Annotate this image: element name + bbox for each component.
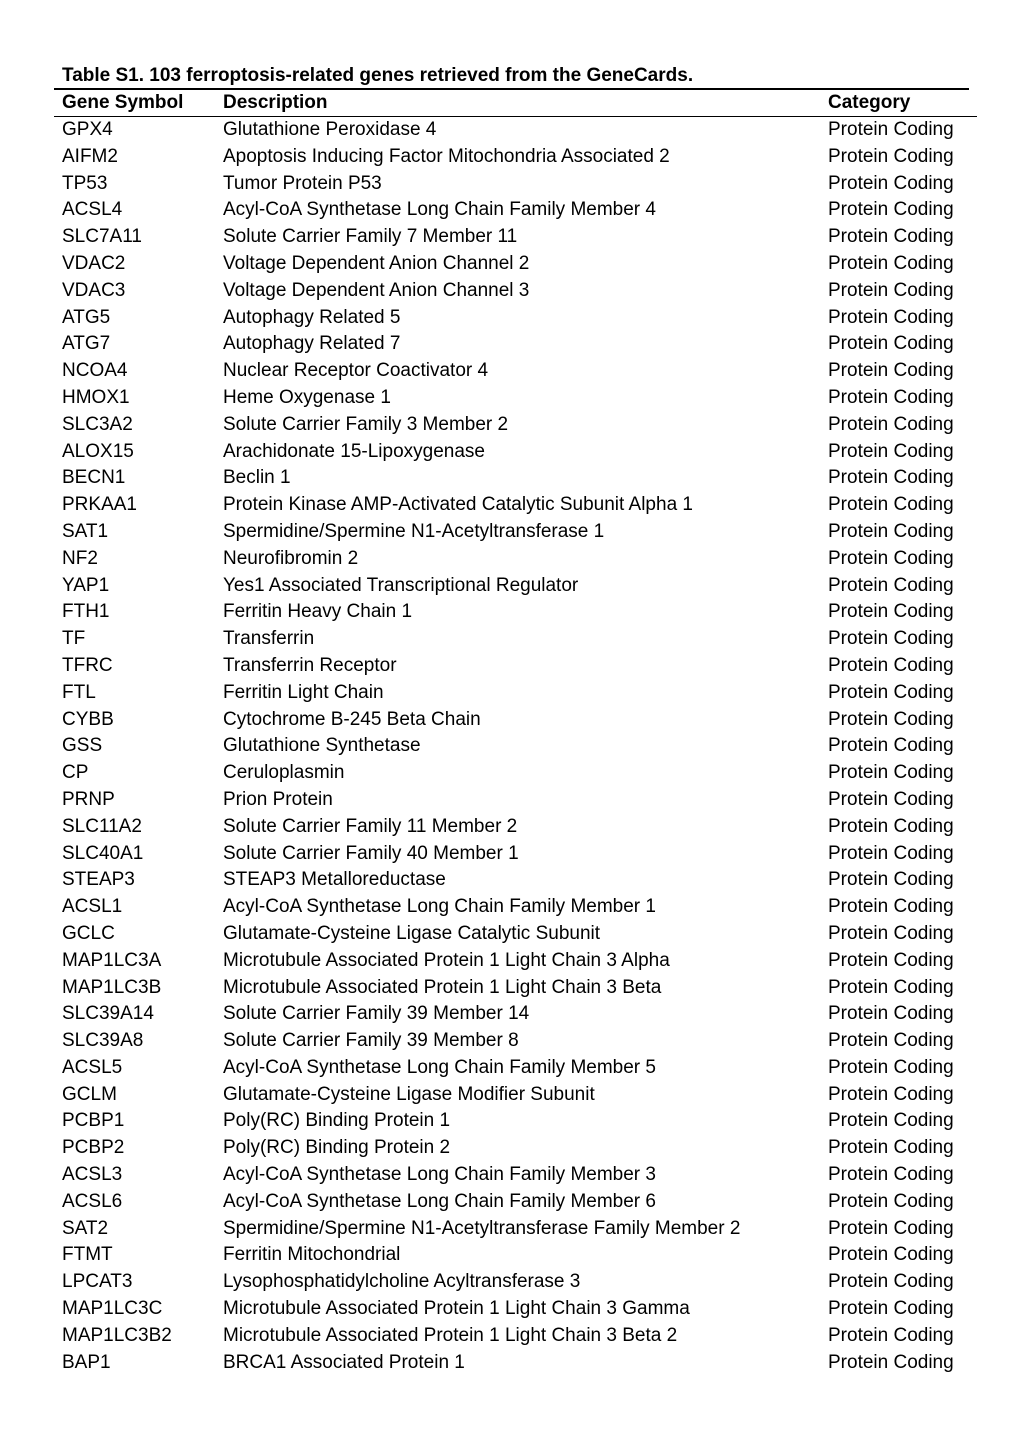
category-cell: Protein Coding — [828, 1244, 954, 1266]
category-cell: Protein Coding — [828, 601, 954, 623]
header-description: Description — [223, 90, 828, 117]
gene-symbol-cell: BAP1 — [62, 1351, 111, 1373]
description-cell: Transferrin — [223, 628, 315, 650]
gene-symbol-cell: CP — [62, 762, 89, 784]
header-gene-symbol: Gene Symbol — [54, 90, 223, 117]
description-cell: Microtubule Associated Protein 1 Light Chain 3 Beta 2 — [223, 1324, 678, 1346]
gene-symbol-cell: ATG5 — [62, 306, 111, 328]
category-cell: Protein Coding — [828, 1190, 954, 1212]
category-cell: Protein Coding — [828, 654, 954, 676]
category-cell: Protein Coding — [828, 1003, 954, 1025]
description-cell: Ferritin Light Chain — [223, 681, 384, 703]
category-cell: Protein Coding — [828, 735, 954, 757]
gene-symbol-cell: MAP1LC3B2 — [62, 1324, 172, 1346]
gene-symbol-cell: NF2 — [62, 547, 98, 569]
table-row — [54, 385, 977, 412]
description-cell: Ferritin Heavy Chain 1 — [223, 601, 413, 623]
category-cell: Protein Coding — [828, 1351, 954, 1373]
table-row — [54, 171, 977, 198]
table-row — [54, 412, 977, 439]
description-cell: Acyl-CoA Synthetase Long Chain Family Member 4 — [223, 199, 656, 221]
description-cell: Beclin 1 — [223, 467, 291, 489]
table-row — [54, 814, 977, 841]
table-row — [54, 1189, 977, 1216]
table-row — [54, 1216, 977, 1243]
table-row — [54, 439, 977, 466]
gene-symbol-cell: GCLM — [62, 1083, 117, 1105]
description-cell: Ceruloplasmin — [223, 762, 345, 784]
category-cell: Protein Coding — [828, 842, 954, 864]
description-cell: Solute Carrier Family 3 Member 2 — [223, 413, 509, 435]
table-row — [54, 492, 977, 519]
table-row — [54, 760, 977, 787]
table-row — [54, 144, 977, 171]
gene-symbol-cell: TF — [62, 628, 86, 650]
gene-symbol-cell: FTL — [62, 681, 96, 703]
category-cell: Protein Coding — [828, 547, 954, 569]
gene-symbol-cell: PCBP1 — [62, 1110, 125, 1132]
description-cell: Arachidonate 15-Lipoxygenase — [223, 440, 485, 462]
category-cell: Protein Coding — [828, 1110, 954, 1132]
category-cell: Protein Coding — [828, 413, 954, 435]
description-cell: Tumor Protein P53 — [223, 172, 382, 194]
description-cell: Poly(RC) Binding Protein 2 — [223, 1137, 451, 1159]
description-cell: Solute Carrier Family 40 Member 1 — [223, 842, 519, 864]
table-row — [54, 573, 977, 600]
category-cell: Protein Coding — [828, 1164, 954, 1186]
description-cell: Glutamate-Cysteine Ligase Catalytic Subunit — [223, 922, 601, 944]
gene-symbol-cell: ACSL1 — [62, 896, 123, 918]
table-row — [54, 519, 977, 546]
table-row — [54, 787, 977, 814]
description-cell: Solute Carrier Family 11 Member 2 — [223, 815, 518, 837]
gene-symbol-cell: GCLC — [62, 922, 115, 944]
table-body — [54, 117, 977, 1377]
table-row — [54, 733, 977, 760]
gene-symbol-cell: YAP1 — [62, 574, 110, 596]
category-cell: Protein Coding — [828, 279, 954, 301]
category-cell: Protein Coding — [828, 976, 954, 998]
gene-symbol-cell: SAT2 — [62, 1217, 109, 1239]
category-cell: Protein Coding — [828, 226, 954, 248]
table-row — [54, 1296, 977, 1323]
gene-symbol-cell: VDAC3 — [62, 279, 126, 301]
gene-symbol-cell: ACSL4 — [62, 199, 123, 221]
description-cell: Microtubule Associated Protein 1 Light Chain 3 Alpha — [223, 949, 670, 971]
table-row — [54, 1082, 977, 1109]
description-cell: Glutamate-Cysteine Ligase Modifier Subunit — [223, 1083, 595, 1105]
category-cell: Protein Coding — [828, 922, 954, 944]
description-cell: Poly(RC) Binding Protein 1 — [223, 1110, 451, 1132]
gene-symbol-cell: FTMT — [62, 1244, 113, 1266]
table-row — [54, 331, 977, 358]
gene-symbol-cell: SLC39A8 — [62, 1030, 144, 1052]
category-cell: Protein Coding — [828, 333, 954, 355]
table-row — [54, 358, 977, 385]
table-row — [54, 707, 977, 734]
category-cell: Protein Coding — [828, 1056, 954, 1078]
description-cell: Heme Oxygenase 1 — [223, 386, 391, 408]
gene-symbol-cell: FTH1 — [62, 601, 110, 623]
gene-symbol-cell: MAP1LC3C — [62, 1298, 163, 1320]
description-cell: Protein Kinase AMP-Activated Catalytic Subunit Alpha 1 — [223, 494, 693, 516]
table-row — [54, 626, 977, 653]
description-cell: Voltage Dependent Anion Channel 2 — [223, 252, 530, 274]
gene-table — [54, 90, 977, 1376]
category-cell: Protein Coding — [828, 949, 954, 971]
gene-symbol-cell: AIFM2 — [62, 145, 118, 167]
table-row — [54, 546, 977, 573]
gene-symbol-cell: GSS — [62, 735, 103, 757]
gene-symbol-cell: PRKAA1 — [62, 494, 137, 516]
table-row — [54, 1108, 977, 1135]
category-cell: Protein Coding — [828, 145, 954, 167]
category-cell: Protein Coding — [828, 1030, 954, 1052]
table-row — [54, 1162, 977, 1189]
category-cell: Protein Coding — [828, 252, 954, 274]
table-row — [54, 305, 977, 332]
category-cell: Protein Coding — [828, 788, 954, 810]
category-cell: Protein Coding — [828, 1298, 954, 1320]
description-cell: Lysophosphatidylcholine Acyltransferase 3 — [223, 1271, 581, 1293]
document-page — [54, 64, 969, 1376]
table-row — [54, 975, 977, 1002]
category-cell: Protein Coding — [828, 815, 954, 837]
gene-symbol-cell: MAP1LC3B — [62, 976, 162, 998]
description-cell: Neurofibromin 2 — [223, 547, 359, 569]
category-cell: Protein Coding — [828, 360, 954, 382]
description-cell: Microtubule Associated Protein 1 Light Chain 3 Beta — [223, 976, 662, 998]
category-cell: Protein Coding — [828, 386, 954, 408]
table-row — [54, 224, 977, 251]
table-row — [54, 278, 977, 305]
table-row — [54, 1001, 977, 1028]
category-cell: Protein Coding — [828, 494, 954, 516]
gene-symbol-cell: BECN1 — [62, 467, 126, 489]
table-row — [54, 894, 977, 921]
table-row — [54, 599, 977, 626]
category-cell: Protein Coding — [828, 440, 954, 462]
category-cell: Protein Coding — [828, 172, 954, 194]
description-cell: Autophagy Related 5 — [223, 306, 401, 328]
gene-symbol-cell: VDAC2 — [62, 252, 126, 274]
category-cell: Protein Coding — [828, 199, 954, 221]
description-cell: Voltage Dependent Anion Channel 3 — [223, 279, 530, 301]
category-cell: Protein Coding — [828, 896, 954, 918]
gene-symbol-cell: ACSL6 — [62, 1190, 123, 1212]
description-cell: BRCA1 Associated Protein 1 — [223, 1351, 465, 1373]
gene-symbol-cell: LPCAT3 — [62, 1271, 133, 1293]
category-cell: Protein Coding — [828, 1324, 954, 1346]
description-cell: Microtubule Associated Protein 1 Light Chain 3 Gamma — [223, 1298, 690, 1320]
category-cell: Protein Coding — [828, 306, 954, 328]
gene-symbol-cell: SLC7A11 — [62, 226, 142, 248]
gene-symbol-cell: GPX4 — [62, 119, 113, 140]
description-cell: Acyl-CoA Synthetase Long Chain Family Member 5 — [223, 1056, 656, 1078]
gene-symbol-cell: ATG7 — [62, 333, 111, 355]
category-cell: Protein Coding — [828, 1083, 954, 1105]
gene-symbol-cell: ACSL5 — [62, 1056, 123, 1078]
description-cell: Spermidine/Spermine N1-Acetyltransferase Family Member 2 — [223, 1217, 741, 1239]
description-cell: Spermidine/Spermine N1-Acetyltransferase 1 — [223, 520, 605, 542]
table-row — [54, 251, 977, 278]
table-row — [54, 465, 977, 492]
category-cell: Protein Coding — [828, 467, 954, 489]
table-header — [54, 90, 977, 117]
description-cell: Nuclear Receptor Coactivator 4 — [223, 360, 489, 382]
table-row — [54, 1242, 977, 1269]
gene-symbol-cell: NCOA4 — [62, 360, 128, 382]
table-row — [54, 1350, 977, 1377]
category-cell: Protein Coding — [828, 1271, 954, 1293]
category-cell: Protein Coding — [828, 628, 954, 650]
table-row — [54, 841, 977, 868]
gene-symbol-cell: TP53 — [62, 172, 108, 194]
table-row — [54, 1055, 977, 1082]
category-cell: Protein Coding — [828, 119, 954, 140]
description-cell: Transferrin Receptor — [223, 654, 397, 676]
gene-symbol-cell: SAT1 — [62, 520, 109, 542]
description-cell: Apoptosis Inducing Factor Mitochondria Associated 2 — [223, 145, 670, 167]
category-cell: Protein Coding — [828, 869, 954, 891]
category-cell: Protein Coding — [828, 574, 954, 596]
table-row — [54, 1135, 977, 1162]
description-cell: Solute Carrier Family 39 Member 14 — [223, 1003, 530, 1025]
gene-symbol-cell: ALOX15 — [62, 440, 134, 462]
category-cell: Protein Coding — [828, 520, 954, 542]
header-row — [54, 90, 977, 117]
header-category: Category — [828, 90, 977, 117]
table-row — [54, 117, 977, 144]
gene-symbol-cell: STEAP3 — [62, 869, 135, 891]
description-cell: Solute Carrier Family 7 Member 11 — [223, 226, 518, 248]
description-cell: Acyl-CoA Synthetase Long Chain Family Member 3 — [223, 1164, 656, 1186]
category-cell: Protein Coding — [828, 708, 954, 730]
description-cell: STEAP3 Metalloreductase — [223, 869, 446, 891]
gene-symbol-cell: PCBP2 — [62, 1137, 125, 1159]
category-cell: Protein Coding — [828, 762, 954, 784]
table-row — [54, 1028, 977, 1055]
table-row — [54, 680, 977, 707]
description-cell: Cytochrome B-245 Beta Chain — [223, 708, 481, 730]
gene-symbol-cell: SLC11A2 — [62, 815, 142, 837]
description-cell: Ferritin Mitochondrial — [223, 1244, 401, 1266]
table-row — [54, 1269, 977, 1296]
description-cell: Solute Carrier Family 39 Member 8 — [223, 1030, 519, 1052]
description-cell: Acyl-CoA Synthetase Long Chain Family Member 6 — [223, 1190, 656, 1212]
category-cell: Protein Coding — [828, 1137, 954, 1159]
gene-symbol-cell: TFRC — [62, 654, 113, 676]
category-cell: Protein Coding — [828, 1217, 954, 1239]
gene-symbol-cell: MAP1LC3A — [62, 949, 162, 971]
table-row — [54, 948, 977, 975]
table-row — [54, 1323, 977, 1350]
category-cell: Protein Coding — [828, 681, 954, 703]
gene-symbol-cell: SLC39A14 — [62, 1003, 154, 1025]
description-cell: Glutathione Synthetase — [223, 735, 421, 757]
gene-symbol-cell: ACSL3 — [62, 1164, 123, 1186]
description-cell: Yes1 Associated Transcriptional Regulator — [223, 574, 579, 596]
table-row — [54, 921, 977, 948]
description-cell: Prion Protein — [223, 788, 333, 810]
table-row — [54, 197, 977, 224]
table-row — [54, 867, 977, 894]
table-row — [54, 653, 977, 680]
description-cell: Autophagy Related 7 — [223, 333, 401, 355]
description-cell: Acyl-CoA Synthetase Long Chain Family Member 1 — [223, 896, 656, 918]
gene-symbol-cell: CYBB — [62, 708, 114, 730]
gene-symbol-cell: SLC3A2 — [62, 413, 133, 435]
gene-symbol-cell: HMOX1 — [62, 386, 130, 408]
description-cell: Glutathione Peroxidase 4 — [223, 119, 437, 140]
gene-symbol-cell: PRNP — [62, 788, 115, 810]
gene-symbol-cell: SLC40A1 — [62, 842, 144, 864]
table-title: Table S1. 103 ferroptosis-related genes retrieved from the GeneCards. — [54, 64, 969, 90]
